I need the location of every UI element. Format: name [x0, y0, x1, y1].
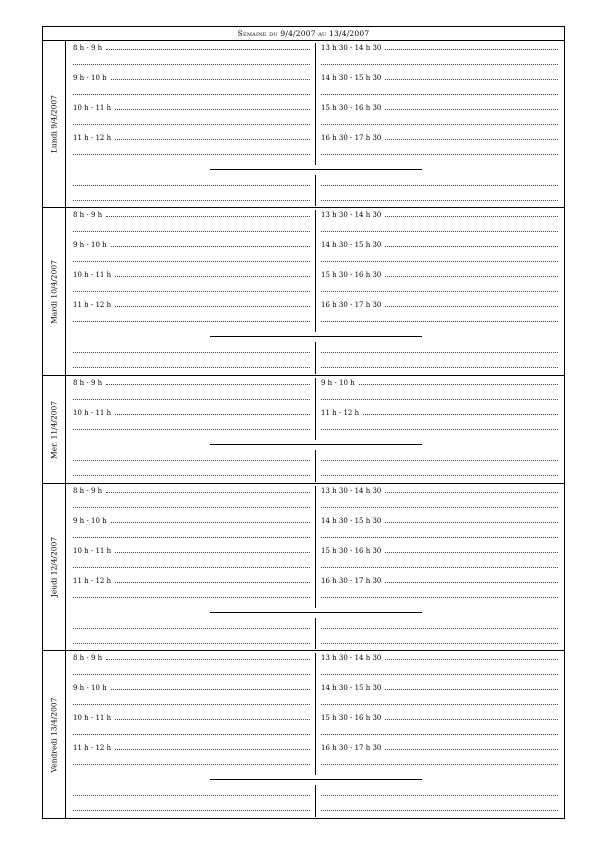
right-column — [321, 41, 558, 208]
dotted-leader — [359, 376, 558, 385]
time-slot-row[interactable] — [321, 208, 558, 220]
note-line[interactable] — [321, 620, 558, 632]
dotted-leader — [321, 192, 558, 201]
note-line[interactable] — [321, 177, 558, 189]
time-slot-label: 16 h 30 - 17 h 30 — [321, 744, 382, 752]
dotted-leader — [385, 681, 558, 690]
time-slot-label: 8 h - 9 h — [73, 487, 103, 495]
time-slot-row[interactable] — [321, 711, 558, 723]
time-slot-label: 10 h - 11 h — [73, 271, 112, 279]
note-line[interactable] — [321, 559, 558, 571]
dotted-leader — [321, 86, 558, 95]
time-slot-label: 10 h - 11 h — [73, 714, 112, 722]
note-line[interactable] — [73, 529, 310, 541]
section-separator — [210, 169, 422, 170]
time-slot-label: 11 h - 12 h — [73, 744, 112, 752]
day-label-cell — [43, 484, 66, 650]
note-line[interactable] — [321, 635, 558, 647]
time-slot-row[interactable] — [321, 741, 558, 753]
dotted-leader — [115, 544, 310, 553]
time-slot-label: 11 h - 12 h — [73, 301, 112, 309]
note-line[interactable] — [73, 359, 310, 371]
dotted-leader — [385, 574, 558, 583]
dotted-leader — [73, 452, 310, 461]
time-slot-label: 16 h 30 - 17 h 30 — [321, 134, 382, 142]
note-line[interactable] — [73, 192, 310, 204]
dotted-leader — [385, 514, 558, 523]
dotted-leader — [73, 116, 310, 125]
time-slot-row[interactable] — [321, 376, 558, 388]
time-slot-label: 8 h - 9 h — [73, 379, 103, 387]
left-column — [73, 484, 310, 651]
note-line[interactable] — [321, 192, 558, 204]
dotted-leader — [115, 298, 310, 307]
time-slot-row[interactable] — [73, 406, 310, 418]
dotted-leader — [73, 589, 310, 598]
right-column — [321, 376, 558, 484]
note-line[interactable] — [321, 86, 558, 98]
column-divider — [315, 653, 316, 775]
note-line[interactable] — [73, 666, 310, 678]
time-slot-row[interactable] — [321, 71, 558, 83]
day-block — [43, 376, 564, 484]
day-block — [43, 208, 564, 376]
notes-divider — [315, 342, 316, 374]
dotted-leader — [385, 101, 558, 110]
time-slot-label: 10 h - 11 h — [73, 409, 112, 417]
time-slot-label: 15 h 30 - 16 h 30 — [321, 104, 382, 112]
dotted-leader — [73, 559, 310, 568]
time-slot-row[interactable] — [73, 651, 310, 663]
dotted-leader — [106, 484, 310, 493]
dotted-leader — [321, 283, 558, 292]
day-label: Mardi 10/4/2007 — [49, 259, 59, 324]
time-slot-row[interactable] — [321, 681, 558, 693]
dotted-leader — [106, 651, 310, 660]
time-slot-row[interactable] — [73, 208, 310, 220]
right-column — [321, 651, 558, 819]
time-slot-row[interactable] — [73, 101, 310, 113]
day-label-cell — [43, 376, 66, 483]
dotted-leader — [73, 86, 310, 95]
time-slot-row[interactable] — [321, 484, 558, 496]
note-line[interactable] — [321, 452, 558, 464]
time-slot-row[interactable] — [73, 41, 310, 53]
note-line[interactable] — [321, 391, 558, 403]
dotted-leader — [111, 71, 310, 80]
dotted-leader — [321, 589, 558, 598]
right-column — [321, 484, 558, 651]
note-line[interactable] — [73, 313, 310, 325]
note-line[interactable] — [73, 589, 310, 601]
note-line[interactable] — [321, 787, 558, 799]
note-line[interactable] — [73, 283, 310, 295]
time-slot-label: 15 h 30 - 16 h 30 — [321, 714, 382, 722]
time-slot-label: 14 h 30 - 15 h 30 — [321, 241, 382, 249]
day-label: Lundi 9/4/2007 — [49, 95, 59, 153]
dotted-leader — [73, 529, 310, 538]
day-label-cell — [43, 41, 66, 207]
time-slot-label: 8 h - 9 h — [73, 211, 103, 219]
day-label-cell — [43, 651, 66, 819]
time-slot-row[interactable] — [321, 574, 558, 586]
dotted-leader — [321, 499, 558, 508]
note-line[interactable] — [321, 467, 558, 479]
dotted-leader — [321, 313, 558, 322]
dotted-leader — [321, 253, 558, 262]
left-column — [73, 651, 310, 819]
time-slot-row[interactable] — [321, 406, 558, 418]
dotted-leader — [321, 635, 558, 644]
note-line[interactable] — [73, 787, 310, 799]
dotted-leader — [385, 268, 558, 277]
dotted-leader — [111, 514, 310, 523]
time-slot-label: 9 h - 10 h — [321, 379, 355, 387]
dotted-leader — [73, 467, 310, 476]
dotted-leader — [321, 177, 558, 186]
note-line[interactable] — [321, 696, 558, 708]
note-line[interactable] — [73, 499, 310, 511]
note-line[interactable] — [321, 283, 558, 295]
dotted-leader — [115, 741, 310, 750]
section-separator — [210, 612, 422, 613]
day-label: Jeudi 12/4/2007 — [49, 536, 59, 598]
time-slot-row[interactable] — [321, 101, 558, 113]
note-line[interactable] — [73, 756, 310, 768]
time-slot-row[interactable] — [73, 741, 310, 753]
dotted-leader — [363, 406, 558, 415]
dotted-leader — [73, 696, 310, 705]
dotted-leader — [115, 406, 310, 415]
note-line[interactable] — [321, 223, 558, 235]
dotted-leader — [321, 452, 558, 461]
dotted-leader — [321, 116, 558, 125]
time-slot-label: 14 h 30 - 15 h 30 — [321, 517, 382, 525]
note-line[interactable] — [73, 452, 310, 464]
time-slot-label: 10 h - 11 h — [73, 547, 112, 555]
note-line[interactable] — [321, 421, 558, 433]
time-slot-label: 15 h 30 - 16 h 30 — [321, 547, 382, 555]
note-line[interactable] — [321, 116, 558, 128]
dotted-leader — [73, 313, 310, 322]
dotted-leader — [321, 359, 558, 368]
time-slot-label: 13 h 30 - 14 h 30 — [321, 211, 382, 219]
dotted-leader — [115, 101, 310, 110]
time-slot-row[interactable] — [73, 681, 310, 693]
column-divider — [315, 43, 316, 165]
dotted-leader — [321, 467, 558, 476]
dotted-leader — [321, 421, 558, 430]
dotted-leader — [73, 56, 310, 65]
dotted-leader — [73, 253, 310, 262]
dotted-leader — [321, 787, 558, 796]
dotted-leader — [321, 344, 558, 353]
dotted-leader — [385, 71, 558, 80]
time-slot-row[interactable] — [73, 238, 310, 250]
time-slot-label: 13 h 30 - 14 h 30 — [321, 44, 382, 52]
note-line[interactable] — [321, 666, 558, 678]
left-column — [73, 376, 310, 484]
dotted-leader — [73, 635, 310, 644]
note-line[interactable] — [321, 344, 558, 356]
dotted-leader — [321, 802, 558, 811]
day-block — [43, 651, 564, 819]
dotted-leader — [73, 177, 310, 186]
dotted-leader — [73, 787, 310, 796]
section-separator — [210, 336, 422, 337]
week-title — [43, 27, 564, 41]
notes-divider — [315, 175, 316, 206]
dotted-leader — [115, 268, 310, 277]
left-column — [73, 208, 310, 376]
column-divider — [315, 378, 316, 440]
dotted-leader — [111, 681, 310, 690]
dotted-leader — [106, 208, 310, 217]
dotted-leader — [115, 574, 310, 583]
time-slot-row[interactable] — [321, 298, 558, 310]
time-slot-label: 13 h 30 - 14 h 30 — [321, 654, 382, 662]
time-slot-label: 16 h 30 - 17 h 30 — [321, 301, 382, 309]
time-slot-label: 10 h - 11 h — [73, 104, 112, 112]
time-slot-row[interactable] — [73, 71, 310, 83]
note-line[interactable] — [73, 391, 310, 403]
dotted-leader — [321, 529, 558, 538]
dotted-leader — [73, 192, 310, 201]
note-line[interactable] — [321, 589, 558, 601]
note-line[interactable] — [73, 620, 310, 632]
dotted-leader — [73, 146, 310, 155]
time-slot-label: 9 h - 10 h — [73, 74, 107, 82]
time-slot-row[interactable] — [73, 268, 310, 280]
note-line[interactable] — [321, 499, 558, 511]
time-slot-row[interactable] — [73, 131, 310, 143]
dotted-leader — [321, 726, 558, 735]
section-separator — [210, 779, 422, 780]
dotted-leader — [73, 391, 310, 400]
dotted-leader — [73, 756, 310, 765]
note-line[interactable] — [321, 726, 558, 738]
dotted-leader — [385, 741, 558, 750]
time-slot-label: 8 h - 9 h — [73, 654, 103, 662]
day-label: Vendredi 13/4/2007 — [49, 697, 59, 773]
time-slot-row[interactable] — [321, 131, 558, 143]
week-title-text: Semaine du 9/4/2007 au 13/4/2007 — [237, 29, 370, 38]
time-slot-label: 15 h 30 - 16 h 30 — [321, 271, 382, 279]
dotted-leader — [321, 146, 558, 155]
dotted-leader — [321, 696, 558, 705]
note-line[interactable] — [73, 56, 310, 68]
day-block — [43, 41, 564, 208]
section-separator — [210, 444, 422, 445]
notes-divider — [315, 450, 316, 482]
time-slot-label: 9 h - 10 h — [73, 684, 107, 692]
dotted-leader — [73, 344, 310, 353]
time-slot-row[interactable] — [73, 484, 310, 496]
time-slot-row[interactable] — [321, 544, 558, 556]
dotted-leader — [321, 223, 558, 232]
time-slot-label: 9 h - 10 h — [73, 241, 107, 249]
dotted-leader — [73, 359, 310, 368]
note-line[interactable] — [73, 344, 310, 356]
dotted-leader — [73, 802, 310, 811]
time-slot-label: 11 h - 12 h — [321, 409, 360, 417]
column-divider — [315, 486, 316, 608]
note-line[interactable] — [73, 177, 310, 189]
note-line[interactable] — [73, 146, 310, 158]
note-line[interactable] — [73, 86, 310, 98]
notes-divider — [315, 618, 316, 649]
time-slot-row[interactable] — [73, 514, 310, 526]
time-slot-row[interactable] — [321, 268, 558, 280]
day-label-cell — [43, 208, 66, 375]
time-slot-label: 13 h 30 - 14 h 30 — [321, 487, 382, 495]
dotted-leader — [385, 208, 558, 217]
time-slot-label: 9 h - 10 h — [73, 517, 107, 525]
dotted-leader — [73, 421, 310, 430]
note-line[interactable] — [321, 56, 558, 68]
note-line[interactable] — [73, 421, 310, 433]
dotted-leader — [73, 223, 310, 232]
time-slot-label: 14 h 30 - 15 h 30 — [321, 684, 382, 692]
dotted-leader — [321, 391, 558, 400]
dotted-leader — [73, 666, 310, 675]
dotted-leader — [106, 41, 310, 50]
dotted-leader — [115, 711, 310, 720]
dotted-leader — [321, 756, 558, 765]
time-slot-row[interactable] — [321, 238, 558, 250]
time-slot-label: 11 h - 12 h — [73, 134, 112, 142]
notes-divider — [315, 785, 316, 817]
note-line[interactable] — [321, 146, 558, 158]
dotted-leader — [385, 711, 558, 720]
dotted-leader — [111, 238, 310, 247]
note-line[interactable] — [73, 253, 310, 265]
time-slot-row[interactable] — [321, 41, 558, 53]
dotted-leader — [106, 376, 310, 385]
dotted-leader — [73, 283, 310, 292]
time-slot-label: 8 h - 9 h — [73, 44, 103, 52]
dotted-leader — [115, 131, 310, 140]
time-slot-row[interactable] — [73, 298, 310, 310]
note-line[interactable] — [321, 313, 558, 325]
time-slot-row[interactable] — [73, 376, 310, 388]
note-line[interactable] — [321, 359, 558, 371]
dotted-leader — [321, 666, 558, 675]
note-line[interactable] — [73, 726, 310, 738]
note-line[interactable] — [321, 756, 558, 768]
time-slot-label: 16 h 30 - 17 h 30 — [321, 577, 382, 585]
dotted-leader — [321, 56, 558, 65]
time-slot-row[interactable] — [321, 651, 558, 663]
left-column — [73, 41, 310, 208]
note-line[interactable] — [321, 802, 558, 814]
planner-sheet — [42, 26, 565, 819]
right-column — [321, 208, 558, 376]
dotted-leader — [385, 651, 558, 660]
time-slot-label: 14 h 30 - 15 h 30 — [321, 74, 382, 82]
dotted-leader — [385, 298, 558, 307]
time-slot-row[interactable] — [73, 544, 310, 556]
dotted-leader — [385, 484, 558, 493]
note-line[interactable] — [73, 116, 310, 128]
dotted-leader — [385, 41, 558, 50]
note-line[interactable] — [73, 223, 310, 235]
time-slot-row[interactable] — [321, 514, 558, 526]
dotted-leader — [385, 238, 558, 247]
dotted-leader — [73, 726, 310, 735]
day-label: Mer. 11/4/2007 — [49, 400, 59, 459]
note-line[interactable] — [73, 559, 310, 571]
dotted-leader — [385, 544, 558, 553]
note-line[interactable] — [73, 467, 310, 479]
note-line[interactable] — [73, 802, 310, 814]
time-slot-label: 11 h - 12 h — [73, 577, 112, 585]
dotted-leader — [385, 131, 558, 140]
note-line[interactable] — [73, 696, 310, 708]
note-line[interactable] — [321, 529, 558, 541]
note-line[interactable] — [321, 253, 558, 265]
column-divider — [315, 210, 316, 332]
dotted-leader — [73, 499, 310, 508]
dotted-leader — [321, 559, 558, 568]
dotted-leader — [73, 620, 310, 629]
time-slot-row[interactable] — [73, 574, 310, 586]
day-block — [43, 484, 564, 651]
note-line[interactable] — [73, 635, 310, 647]
dotted-leader — [321, 620, 558, 629]
time-slot-row[interactable] — [73, 711, 310, 723]
